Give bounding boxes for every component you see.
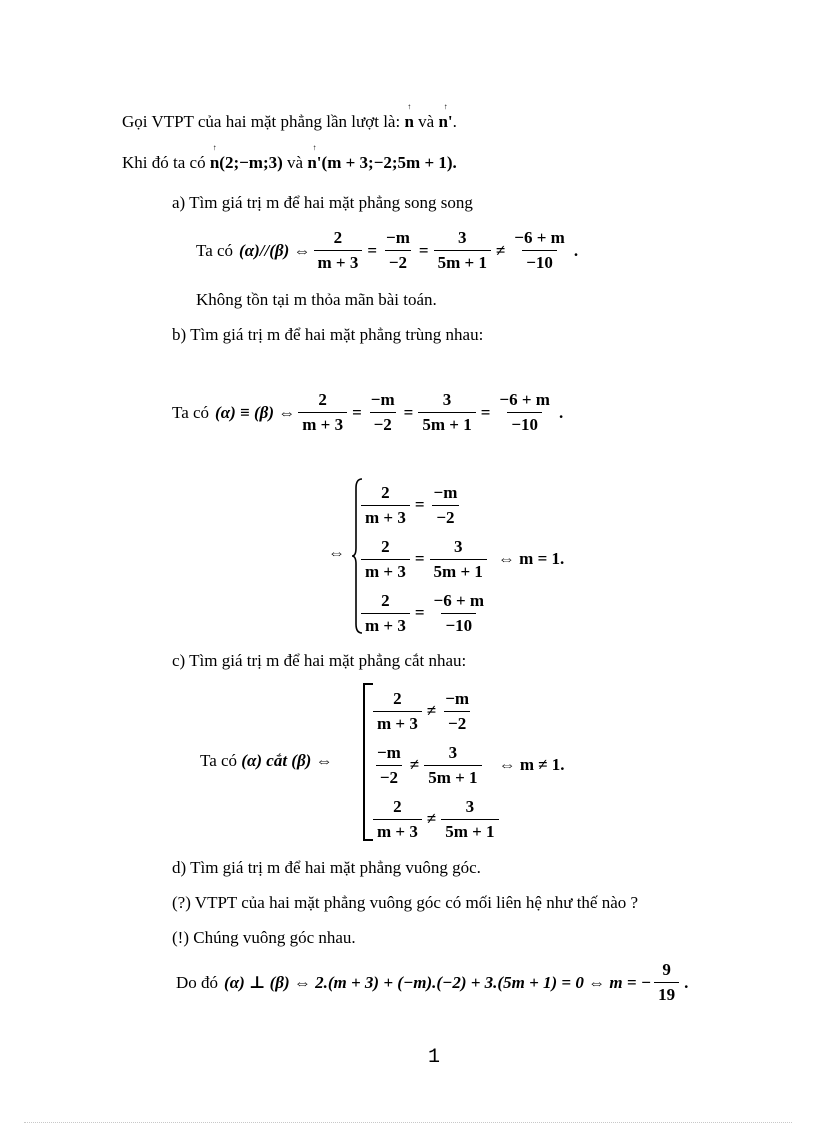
part-d-question: (?) VTPT của hai mặt phẳng vuông góc có mối liên hệ như thế nào ? — [172, 893, 639, 912]
part-a-equation: Ta có (α)//(β) ⇔ $\frac{2}{m + 3}$ = $\frac{-m}{-2}$ = $\frac{3}{5m + 1}$ ≠ $\frac{-6 + m}{-10}$ . — [196, 228, 579, 272]
part-d-equation: Do đó (α) ⊥ (β) ⇔ 2.(m + 3) + (−m).(−2) + 3.(5m + 1) = 0 ⇔ m = − $\frac{9}{19}$ . — [176, 960, 689, 1004]
part-b-result: ⇔ m = 1. — [497, 549, 565, 568]
system-b-lead: ⇔ — [328, 543, 345, 562]
intro-line-1: Gọi VTPT của hai mặt phẳng lần lượt là: ↑ n và ↑ n'. — [122, 102, 457, 131]
system-c: $\frac{2}{m + 3}$ ≠ $\frac{-m}{-2}$ $\frac{-m}{-2}$ ≠ $\frac{3}{5m + 1}$ ⇔ m ≠ 1. $\frac{2}{m + 3}$ ≠ $\frac{3}{5m + 1}$ — [370, 684, 565, 846]
part-d-answer: (!) Chúng vuông góc nhau. — [172, 928, 356, 947]
vector-n-prime: ↑ n' — [438, 102, 453, 131]
n-prime-coordinates: (m + 3;−2;5m + 1). — [321, 153, 457, 172]
part-a-heading: a) Tìm giá trị m để hai mặt phẳng song song — [172, 193, 473, 212]
n-coordinates: (2;−m;3) — [219, 153, 283, 172]
system-b: $\frac{2}{m + 3}$ = $\frac{-m}{-2}$ $\frac{2}{m + 3}$ = $\frac{3}{5m + 1}$ ⇔ m = 1. $\frac{2}{m + 3}$ = $\frac{-6 + m}{-10}$ — [358, 478, 564, 640]
intro-text: Gọi VTPT của hai mặt phẳng lần lượt là: — [122, 112, 401, 131]
page-number: 1 — [428, 1046, 441, 1069]
part-c-result: ⇔ m ≠ 1. — [498, 755, 565, 774]
intro-line-2: Khi đó ta có ↑ n(2;−m;3) và ↑ n'(m + 3;−2;5m + 1). — [122, 143, 457, 172]
vector-n: ↑ n — [404, 102, 414, 131]
part-c-lead: Ta có (α) cắt (β) ⇔ — [200, 751, 333, 770]
part-c-heading: c) Tìm giá trị m để hai mặt phẳng cắt nhau: — [172, 651, 467, 670]
vector-n-prime: ↑ n' — [307, 143, 322, 172]
part-b-equation: Ta có (α) ≡ (β) ⇔ $\frac{2}{m + 3}$ = $\frac{-m}{-2}$ = $\frac{3}{5m + 1}$ = $\frac{-6 + m}{-10}$ . — [172, 390, 564, 434]
part-a-conclusion: Không tồn tại m thỏa mãn bài toán. — [196, 290, 437, 309]
vector-n: ↑ n — [209, 143, 220, 172]
part-d-heading: d) Tìm giá trị m để hai mặt phẳng vuông góc. — [172, 858, 481, 877]
part-b-heading: b) Tìm giá trị m để hai mặt phẳng trùng nhau: — [172, 325, 484, 344]
